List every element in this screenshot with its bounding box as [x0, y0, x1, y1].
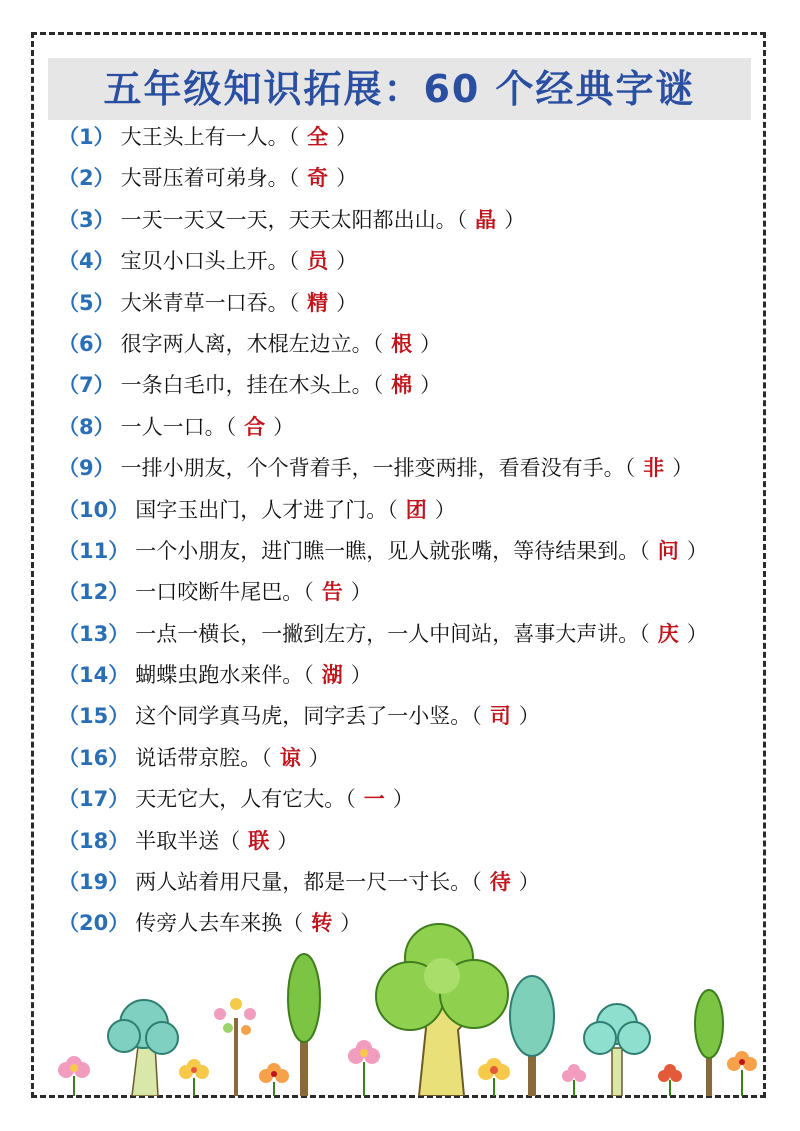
riddle-close-paren: ） — [420, 331, 442, 356]
riddle-text: 一天一天又一天，天天太阳都出山。 — [120, 207, 457, 232]
flower-icon — [348, 1040, 380, 1096]
riddle-answer: 联 — [248, 828, 270, 853]
riddle-text: 大王头上有一人。 — [120, 125, 289, 149]
riddle-open-paren: （ — [282, 911, 304, 936]
riddle-open-paren: （ — [372, 331, 384, 356]
riddle-close-paren: ） — [518, 704, 540, 729]
riddle-number: （9） — [58, 456, 115, 481]
riddle-open-paren: （ — [219, 828, 241, 853]
flower-icon — [259, 1063, 289, 1096]
riddle-open-paren: （ — [639, 621, 650, 646]
riddle-answer: 精 — [307, 290, 329, 315]
riddle-number: （7） — [58, 373, 115, 398]
riddle-item — [58, 117, 758, 158]
riddle-number: （20） — [58, 911, 130, 936]
riddle-item — [58, 407, 758, 448]
flower-icon — [727, 1051, 757, 1096]
riddle-number: （10） — [58, 497, 130, 522]
riddle-item — [58, 283, 758, 324]
riddle-answer: 湖 — [321, 663, 343, 688]
riddle-text: 一口咬断牛尾巴。 — [135, 580, 304, 605]
riddle-open-paren: （ — [624, 456, 636, 481]
riddle-item — [58, 158, 758, 199]
riddle-close-paren: ） — [350, 580, 372, 605]
riddle-answer: 告 — [321, 580, 343, 605]
riddle-item — [58, 365, 758, 406]
riddle-answer: 棉 — [391, 373, 413, 398]
riddle-close-paren: ） — [686, 538, 708, 563]
riddle-number: （12） — [58, 580, 130, 605]
riddle-number: （1） — [58, 125, 115, 149]
riddle-open-paren: （ — [639, 538, 650, 563]
riddle-answer: 非 — [643, 456, 665, 481]
riddle-text: 说话带京腔。 — [135, 745, 262, 770]
riddle-open-paren: （ — [288, 166, 300, 191]
riddle-item — [58, 531, 758, 572]
riddle-answer: 合 — [244, 414, 266, 439]
riddle-text: 一人一口。 — [120, 414, 226, 439]
riddle-close-paren: ） — [277, 828, 299, 853]
riddle-open-paren: （ — [288, 125, 300, 149]
riddle-open-paren: （ — [288, 249, 300, 274]
riddle-close-paren: ） — [672, 456, 694, 481]
blossom-tree-icon — [214, 998, 256, 1096]
riddle-item — [58, 490, 758, 531]
riddle-item — [58, 324, 758, 365]
riddle-item — [58, 779, 758, 820]
riddle-item — [58, 738, 758, 779]
riddle-answer: 奇 — [307, 166, 329, 191]
riddle-text: 很字两人离，木棍左边立。 — [120, 331, 373, 356]
riddle-text: 这个同学真马虎，同字丢了一小竖。 — [135, 704, 472, 729]
riddle-close-paren: ） — [392, 787, 414, 812]
trees-illustration — [34, 918, 769, 1096]
riddle-number: （18） — [58, 828, 130, 853]
riddle-text: 一条白毛巾，挂在木头上。 — [120, 373, 373, 398]
riddle-text: 宝贝小口头上开。 — [120, 249, 289, 274]
riddle-number: （14） — [58, 663, 130, 688]
riddle-answer: 谅 — [279, 745, 301, 770]
riddle-answer: 团 — [405, 497, 427, 522]
riddle-answer: 待 — [489, 870, 511, 895]
teal-tree-icon — [108, 1000, 178, 1096]
riddle-open-paren: （ — [261, 745, 272, 770]
flower-icon — [478, 1058, 510, 1096]
riddle-answer: 一 — [363, 787, 385, 812]
riddle-answer: 根 — [391, 331, 413, 356]
riddle-close-paren: ） — [504, 207, 526, 232]
riddle-answer: 全 — [307, 125, 329, 149]
oval-tree-icon — [510, 976, 554, 1096]
riddle-text: 半取半送 — [135, 828, 220, 853]
riddle-text: 一个小朋友，进门瞧一瞧，见人就张嘴，等待结果到。 — [135, 538, 640, 563]
riddle-text: 一排小朋友，个个背着手，一排变两排，看看没有手。 — [120, 456, 625, 481]
riddle-open-paren: （ — [471, 704, 482, 729]
riddle-number: （11） — [58, 538, 130, 563]
riddle-close-paren: ） — [273, 414, 295, 439]
flower-icon — [562, 1064, 586, 1096]
riddle-answer: 晶 — [475, 207, 497, 232]
riddle-text: 传旁人去车来换 — [135, 911, 283, 936]
riddle-text: 天无它大，人有它大。 — [135, 787, 346, 812]
riddle-text: 国字玉出门，人才进了门。 — [135, 497, 388, 522]
riddle-open-paren: （ — [387, 497, 398, 522]
riddle-number: （8） — [58, 414, 115, 439]
riddle-text: 一点一横长，一撇到左方，一人中间站，喜事大声讲。 — [135, 621, 640, 646]
riddle-item — [58, 614, 758, 655]
slim-tree-icon — [695, 990, 723, 1096]
riddle-number: （4） — [58, 249, 115, 274]
riddle-answer: 庆 — [657, 621, 679, 646]
riddle-item — [58, 862, 758, 903]
riddle-close-paren: ） — [336, 290, 358, 315]
riddle-open-paren: （ — [372, 373, 384, 398]
riddle-item — [58, 655, 758, 696]
flower-icon — [658, 1064, 682, 1096]
riddle-close-paren: ） — [336, 125, 358, 149]
riddle-number: （13） — [58, 621, 130, 646]
riddle-open-paren: （ — [345, 787, 356, 812]
riddle-close-paren: ） — [336, 166, 358, 191]
riddle-answer: 员 — [307, 249, 329, 274]
riddle-number: （19） — [58, 870, 130, 895]
flower-icon — [179, 1059, 209, 1096]
riddle-close-paren: ） — [686, 621, 708, 646]
riddle-text: 蝴蝶虫跑水来伴。 — [135, 663, 304, 688]
riddle-number: （17） — [58, 787, 130, 812]
riddle-item — [58, 200, 758, 241]
riddle-answer: 转 — [311, 911, 333, 936]
riddle-number: （16） — [58, 745, 130, 770]
riddle-open-paren: （ — [288, 290, 300, 315]
riddle-close-paren: ） — [350, 663, 372, 688]
tall-tree-icon — [288, 954, 320, 1096]
riddle-text: 两人站着用尺量，都是一尺一寸长。 — [135, 870, 472, 895]
riddle-item — [58, 572, 758, 613]
riddle-open-paren: （ — [225, 414, 237, 439]
riddle-open-paren: （ — [456, 207, 468, 232]
cluster-tree-icon — [584, 1004, 650, 1096]
riddle-item — [58, 696, 758, 737]
riddle-close-paren: ） — [308, 745, 330, 770]
page-title: 五年级知识拓展：60 个经典字谜 — [103, 67, 696, 111]
riddle-open-paren: （ — [303, 663, 314, 688]
flower-icon — [58, 1056, 90, 1096]
riddle-number: （15） — [58, 704, 130, 729]
riddle-number: （3） — [58, 207, 115, 232]
riddle-close-paren: ） — [518, 870, 540, 895]
riddle-number: （5） — [58, 290, 115, 315]
riddle-text: 大米青草一口吞。 — [120, 290, 289, 315]
riddle-open-paren: （ — [471, 870, 482, 895]
riddle-close-paren: ） — [420, 373, 442, 398]
riddle-close-paren: ） — [336, 249, 358, 274]
riddle-list — [58, 117, 758, 945]
riddle-close-paren: ） — [434, 497, 456, 522]
riddle-open-paren: （ — [303, 580, 314, 605]
riddle-number: （2） — [58, 166, 115, 191]
riddle-close-paren: ） — [340, 911, 362, 936]
riddle-answer: 问 — [657, 538, 679, 563]
riddle-text: 大哥压着可弟身。 — [120, 166, 289, 191]
riddle-answer: 司 — [489, 704, 511, 729]
riddle-item — [58, 448, 758, 489]
riddle-number: （6） — [58, 331, 115, 356]
riddle-item — [58, 821, 758, 862]
riddle-item — [58, 241, 758, 282]
